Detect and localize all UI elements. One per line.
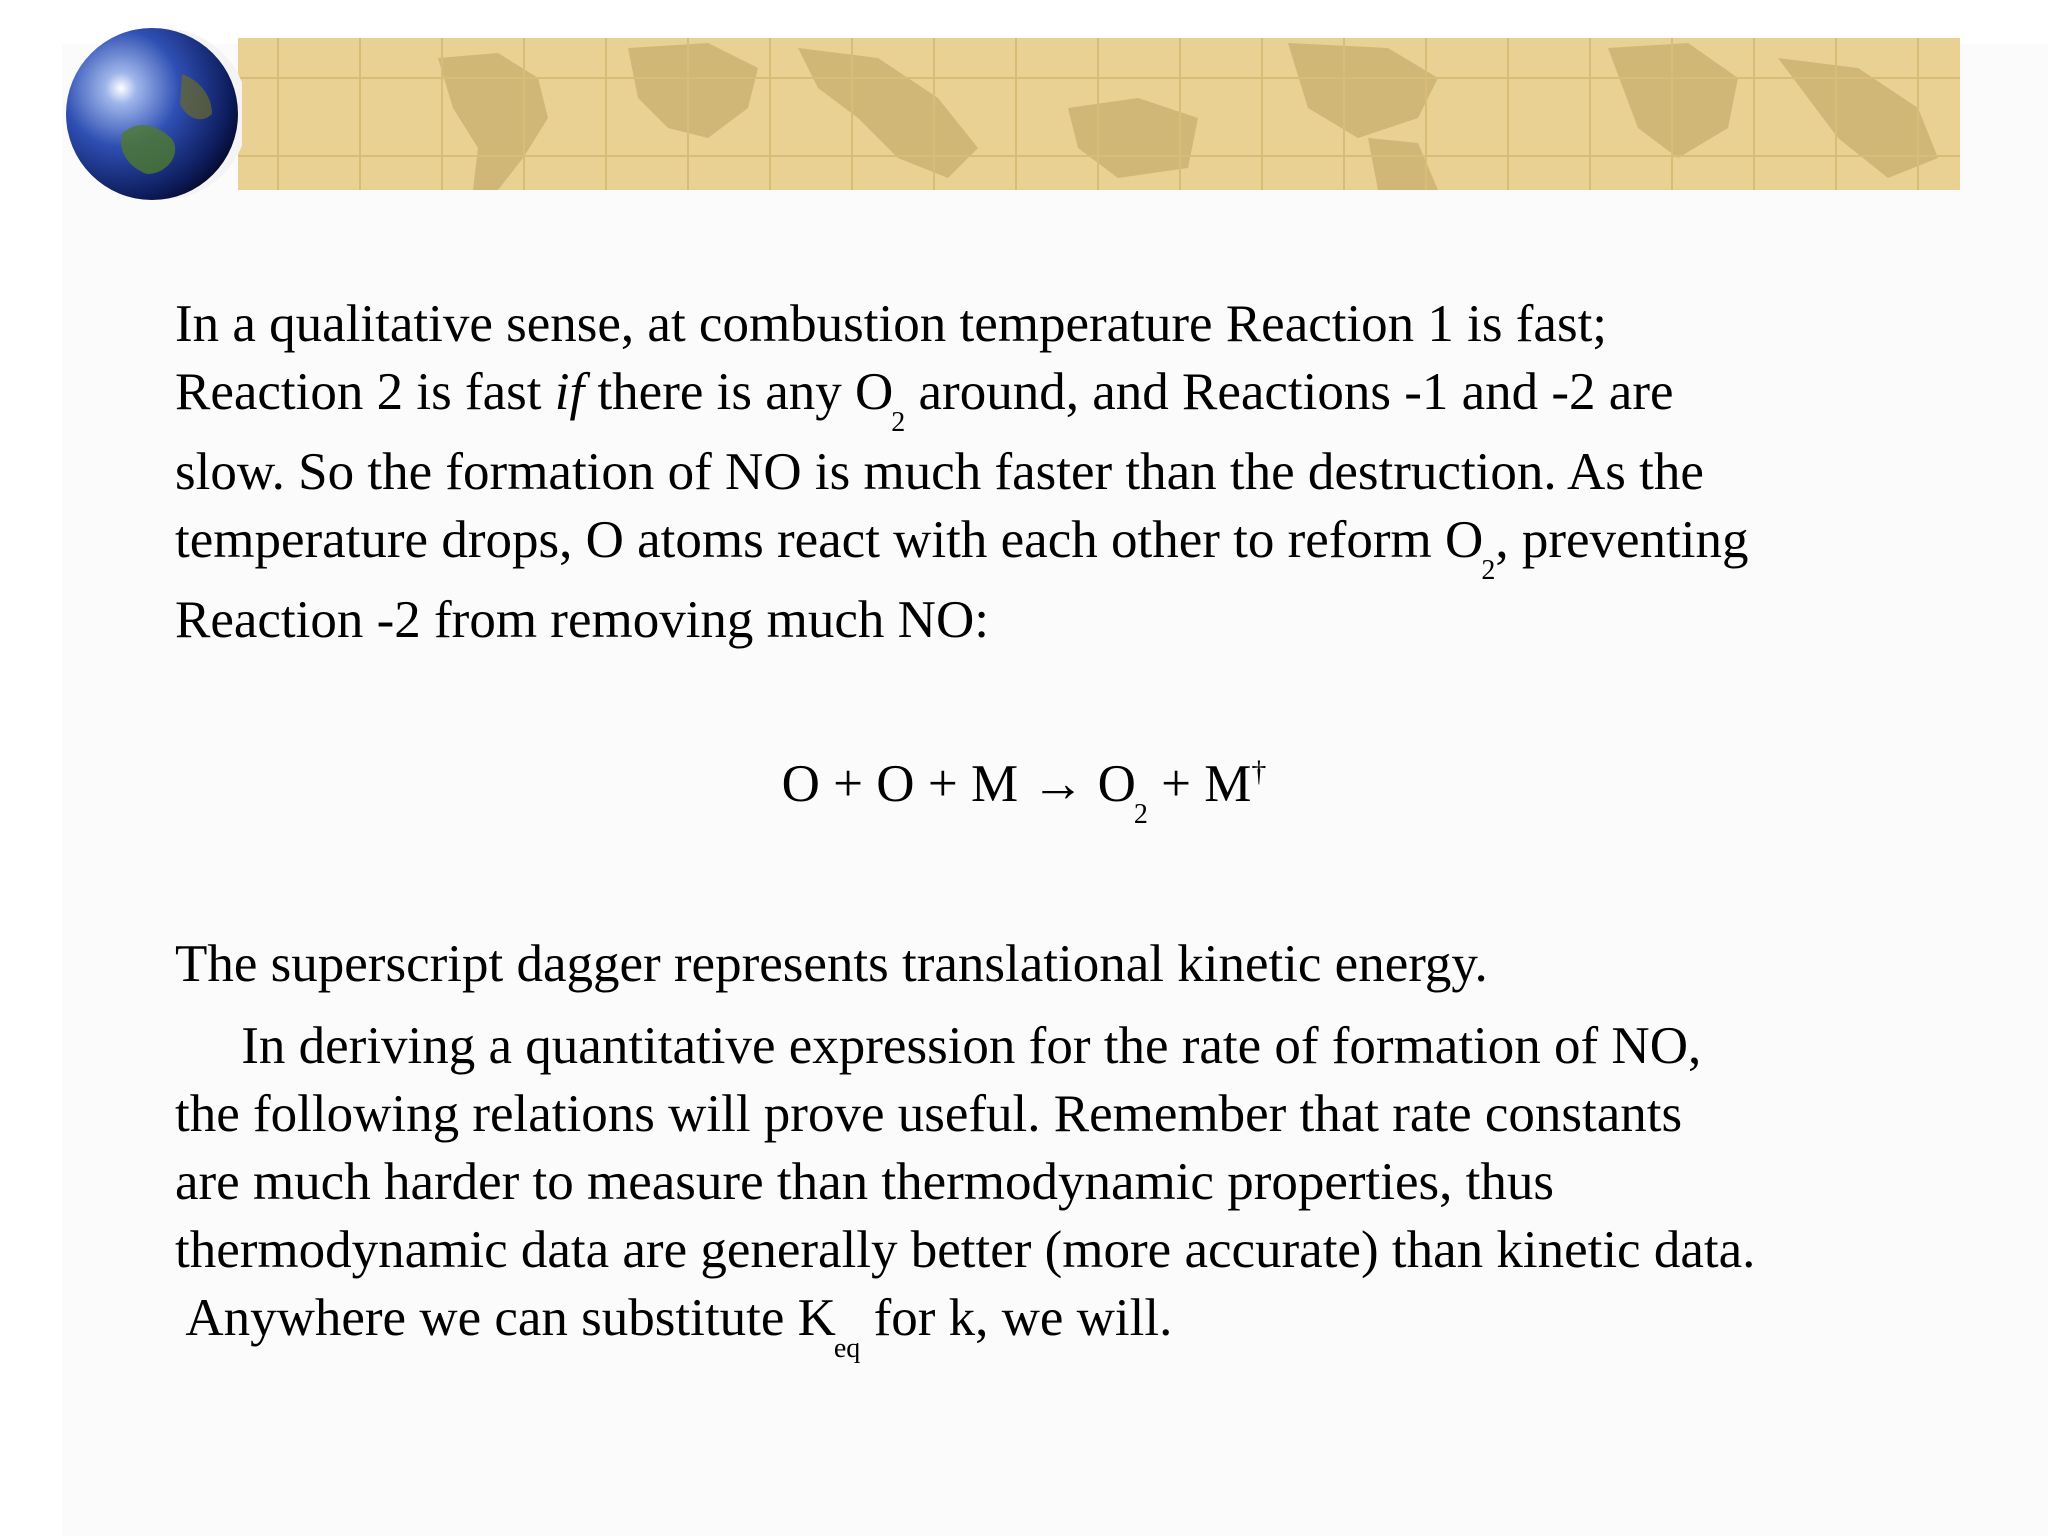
equation-left: O + O + M → O — [781, 755, 1136, 813]
paragraph-2-line-5 — [175, 1216, 1755, 1284]
italic-if: if — [554, 363, 585, 421]
globe-sphere — [66, 28, 238, 200]
text: In deriving a quantitative expression for the rate of formation of NO, — [175, 1017, 1702, 1075]
paragraph-2-line-1 — [175, 930, 1488, 998]
text: are much harder to measure than thermodynamic properties, thus — [175, 1153, 1554, 1211]
paragraph-2-line-4 — [175, 1148, 1554, 1216]
text: thermodynamic data are generally better (more accurate) than kinetic data. — [175, 1221, 1756, 1279]
text: around, and Reactions -1 and -2 are — [905, 363, 1674, 421]
text: for k, we will. — [860, 1289, 1173, 1347]
text: the following relations will prove useful. Remember that rate constants — [175, 1085, 1683, 1143]
paragraph-2-line-2 — [175, 1012, 1701, 1080]
text: , preventing — [1495, 511, 1749, 569]
paragraph-1-line-3 — [175, 438, 1704, 506]
paragraph-1-line-5 — [175, 586, 989, 654]
subscript-2: 2 — [1481, 555, 1496, 586]
text: The superscript dagger represents translational kinetic energy. — [175, 935, 1488, 993]
paragraph-1-line-4 — [175, 506, 1749, 586]
subscript-eq: eq — [833, 1333, 861, 1364]
reaction-equation — [0, 750, 2048, 830]
text: Reaction 2 is fast — [175, 363, 555, 421]
subscript-2: 2 — [1133, 799, 1148, 830]
text: In a qualitative sense, at combustion temperature Reaction 1 is fast; — [175, 295, 1608, 353]
text: slow. So the formation of NO is much faster than the destruction. As the — [175, 443, 1704, 501]
world-map-banner — [238, 38, 1960, 190]
paragraph-1-line-1 — [175, 290, 1607, 358]
globe-icon — [62, 24, 242, 204]
dagger-superscript: † — [1251, 755, 1267, 788]
subscript-2: 2 — [891, 407, 906, 438]
text: Anywhere we can substitute K — [175, 1289, 836, 1347]
paragraph-1-line-2 — [175, 358, 1674, 438]
paragraph-2-line-6 — [175, 1284, 1173, 1364]
paragraph-2-line-3 — [175, 1080, 1682, 1148]
text: Reaction -2 from removing much NO: — [175, 591, 989, 649]
text: there is any O — [584, 363, 894, 421]
equation-right: + M — [1161, 755, 1252, 813]
text: temperature drops, O atoms react with each other to reform O — [175, 511, 1484, 569]
